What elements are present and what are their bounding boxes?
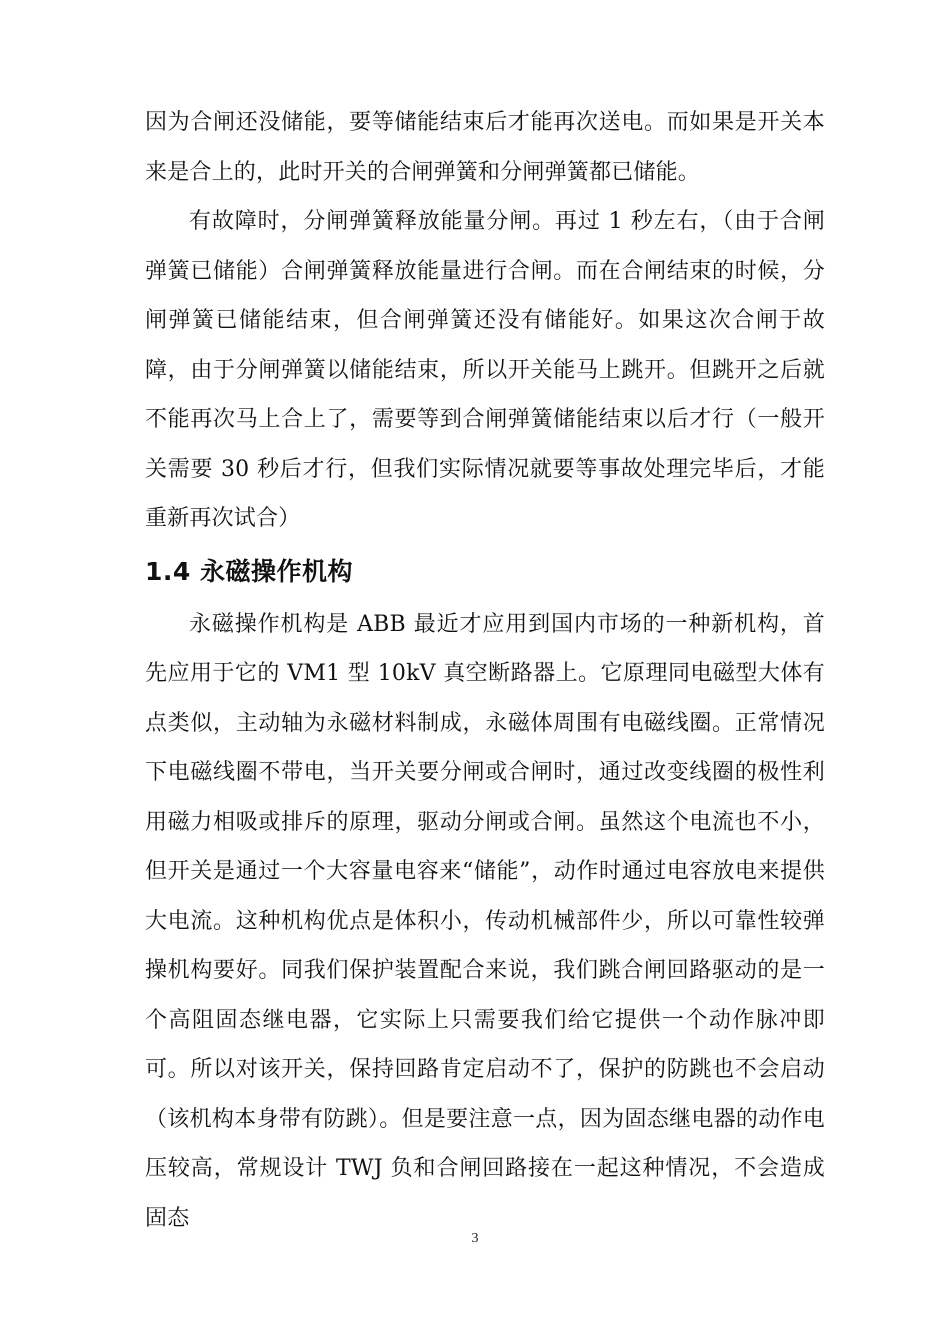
section-heading: 1.4 永磁操作机构	[145, 556, 353, 586]
paragraph-continuation: 因为合闸还没储能，要等储能结束后才能再次送电。而如果是开关本来是合上的，此时开关的合闸弹簧和分闸弹簧都已储能。	[145, 110, 825, 185]
paragraph-permanent-magnet: 永磁操作机构是 ABB 最近才应用到国内市场的一种新机构，首先应用于它的 VM1 型 10kV 真空断路器上。它原理同电磁型大体有点类似，主动轴为永磁材料制成，永磁体周围有电磁线圈。正常情况下电磁线圈不带电，当开关要分闸或合闸时，通过改变线圈的极性利用磁力相吸或排斥的原理，驱动分闸或合闸。虽然这个电流也不小，但开关是通过一个大容量电容来“储能”，动作时通过电容放电来提供大电流。这种机构优点是体积小，传动机械部件少，所以可靠性较弹操机构要好。同我们保护装置配合来说，我们跳合闸回路驱动的是一个高阻固态继电器，它实际上只需要我们给它提供一个动作脉冲即可。所以对该开关，保持回路肯定启动不了，保护的防跳也不会启动（该机构本身带有防跳）。但是要注意一点，因为固态继电器的动作电压较高，常规设计 TWJ 负和合闸回路接在一起这种情况，不会造成固态	[145, 611, 825, 1231]
page-content	[145, 98, 825, 1243]
page-number: 3	[471, 1231, 479, 1246]
paragraph-fault-behavior: 有故障时，分闸弹簧释放能量分闸。再过 1 秒左右，（由于合闸弹簧已储能）合闸弹簧释放能量进行合闸。而在合闸结束的时候，分闸弹簧已储能结束，但合闸弹簧还没有储能好。如果这次合闸于故障，由于分闸弹簧以储能结束，所以开关能马上跳开。但跳开之后就不能再次马上合上了，需要等到合闸弹簧储能结束以后才行（一般开关需要 30 秒后才行，但我们实际情况就要等事故处理完毕后，才能重新再次试合）	[145, 209, 825, 531]
